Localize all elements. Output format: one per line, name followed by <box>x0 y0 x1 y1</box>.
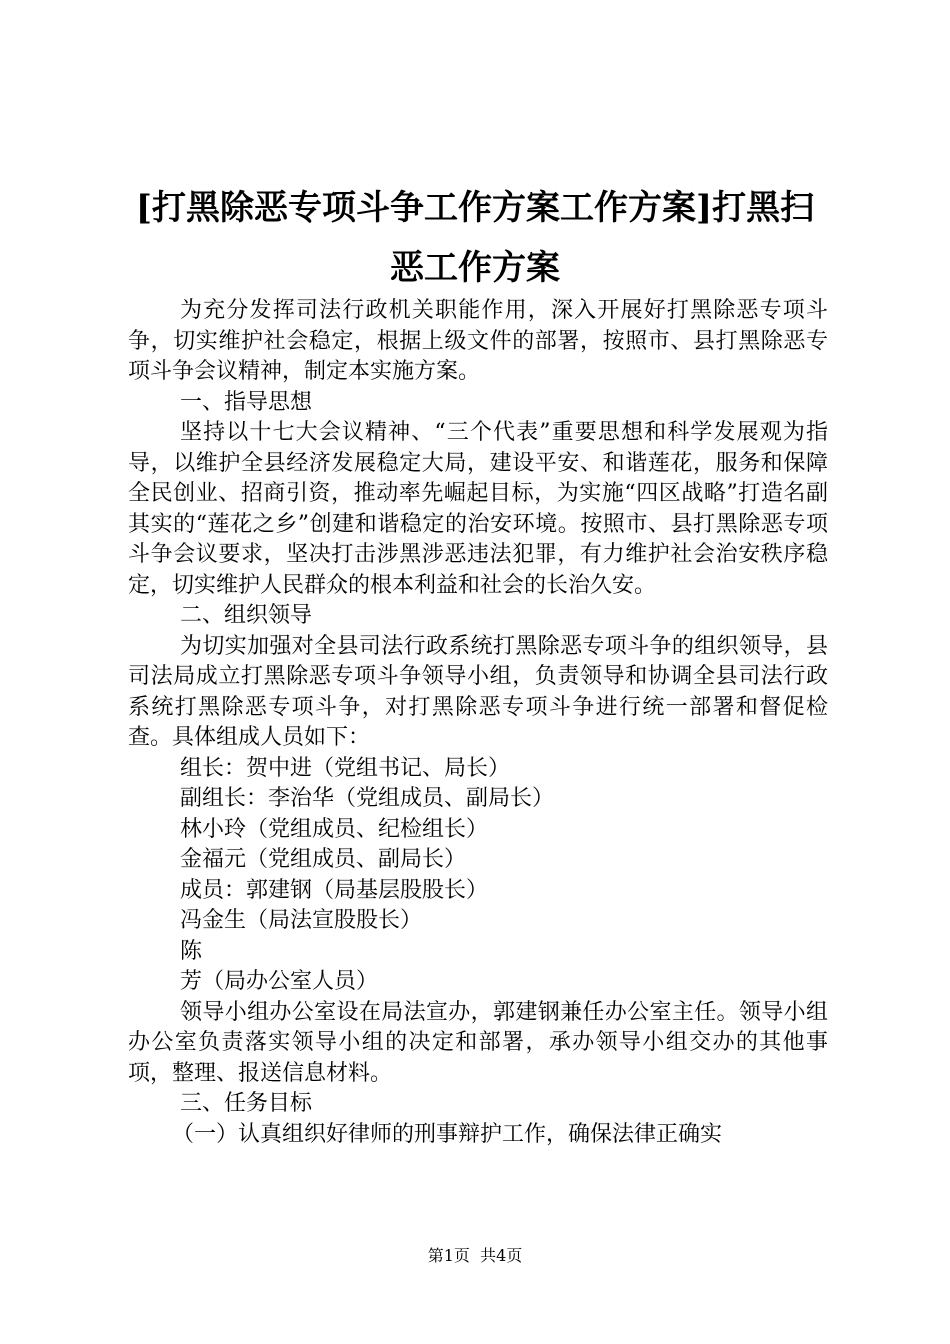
office-paragraph: 领导小组办公室设在局法宣办，郭建钢兼任办公室主任。领导小组办公室负责落实领导小组的决定和部署，承办领导小组交办的其他事项，整理、报送信息材料。 <box>128 999 828 1086</box>
organization-paragraph: 为切实加强对全县司法行政系统打黑除恶专项斗争的组织领导，县司法局成立打黑除恶专项斗争领导小组，负责领导和协调全县司法行政系统打黑除恶专项斗争，对打黑除恶专项斗争进行统一部署和督促检查。具体组成人员如下： <box>128 633 828 750</box>
member-line-deputy-3: 金福元（党组成员、副局长） <box>180 847 467 872</box>
guiding-ideology-paragraph: 坚持以十七大会议精神、“三个代表”重要思想和科学发展观为指导，以维护全县经济发展稳定大局，建设平安、和谐莲花，服务和保障全民创业、招商引资，推动率先崛起目标，为实施“四区战略”打造名副其实的“莲花之乡”创建和谐稳定的治安环境。按照市、县打黑除恶专项斗争会议要求，坚决打击涉黑涉恶违法犯罪，有力维护社会治安秩序稳定，切实维护人民群众的根本利益和社会的长治久安。 <box>128 420 828 598</box>
member-line-member-3b: 芳（局办公室人员） <box>180 969 379 994</box>
intro-paragraph: 为充分发挥司法行政机关职能作用，深入开展好打黑除恶专项斗争，切实维护社会稳定，根据上级文件的部署，按照市、县打黑除恶专项斗争会议精神，制定本实施方案。 <box>128 298 828 384</box>
member-line-deputy-leader: 副组长：李治华（党组成员、副局长） <box>180 786 555 811</box>
section-heading-guiding-ideology: 一、指导思想 <box>180 389 313 415</box>
member-line-deputy-2: 林小玲（党组成员、纪检组长） <box>180 816 489 842</box>
member-line-leader: 组长：贺中进（党组书记、局长） <box>180 755 511 781</box>
task-item-1: （一）认真组织好律师的刑事辩护工作，确保法律正确实 <box>172 1121 723 1147</box>
member-line-member-3a: 陈 <box>180 938 203 964</box>
page-number-footer: 第1页 共4页 <box>427 1246 523 1265</box>
section-heading-task-goals: 三、任务目标 <box>180 1091 313 1116</box>
section-heading-organization: 二、组织领导 <box>180 603 313 628</box>
document-body <box>128 296 828 1150</box>
member-line-members: 成员：郭建钢（局基层股股长） <box>180 877 489 903</box>
document-title-line-1: [打黑除恶专项斗争工作方案工作方案]打黑扫 <box>135 188 815 228</box>
member-line-member-2: 冯金生（局法宣股股长） <box>180 908 423 933</box>
document-title-line-2: 恶工作方案 <box>390 248 560 288</box>
